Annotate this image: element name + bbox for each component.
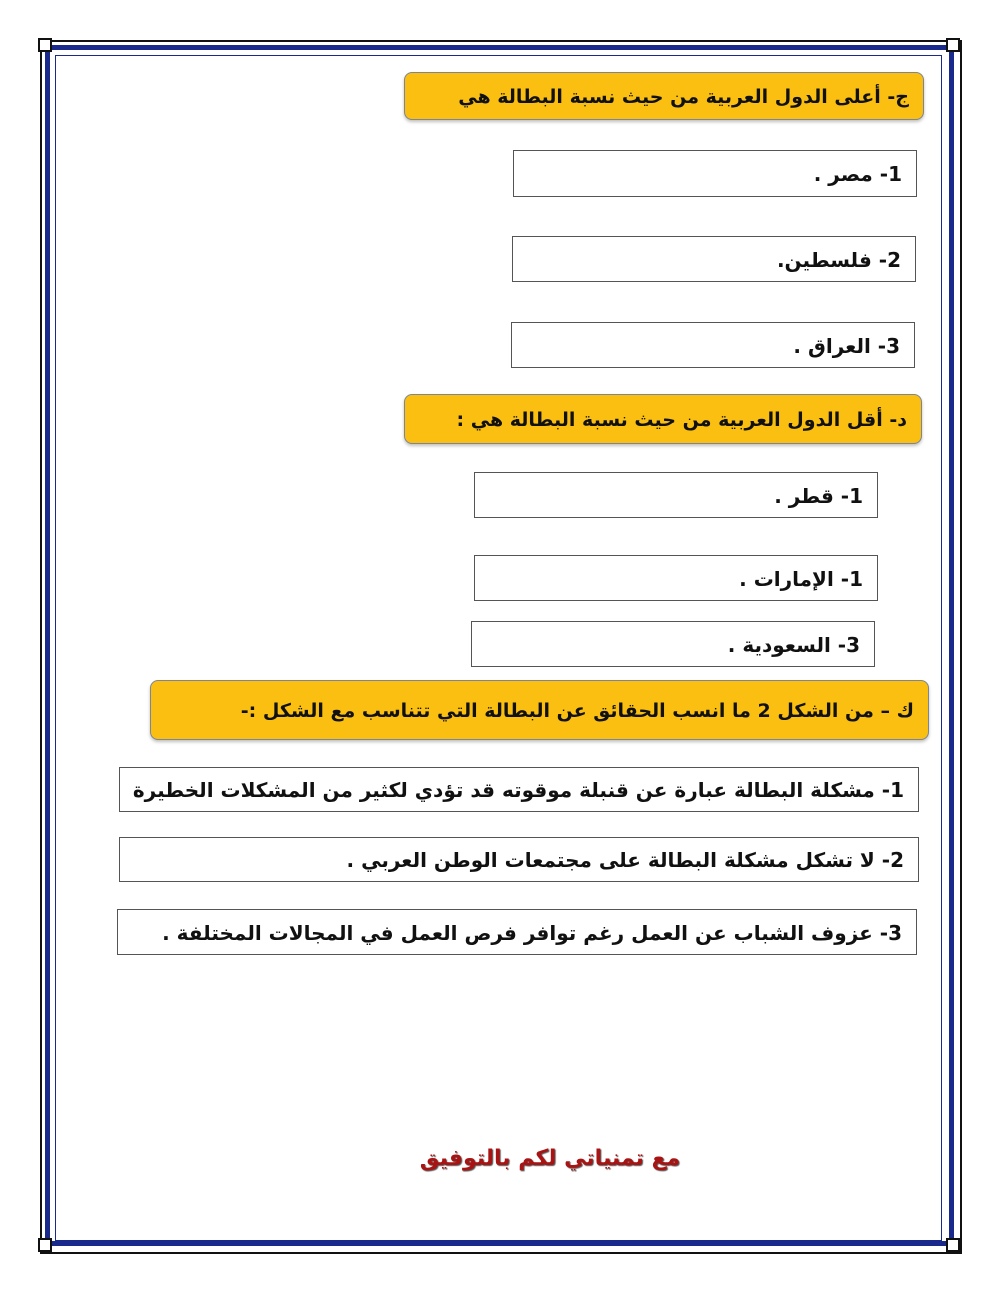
answer-option[interactable]: 2- فلسطين. (512, 236, 916, 282)
closing-message: مع تمنياتي لكم بالتوفيق (419, 1146, 681, 1171)
answer-option[interactable]: 3- العراق . (511, 322, 915, 368)
answer-option[interactable]: 3- السعودية . (471, 621, 875, 667)
answer-option[interactable]: 1- مصر . (513, 150, 917, 197)
question-header-c: ج- أعلى الدول العربية من حيث نسبة البطالة هي (404, 72, 924, 120)
answer-option[interactable]: 1- الإمارات . (474, 555, 878, 601)
question-header-k: ك – من الشكل 2 ما انسب الحقائق عن البطالة التي تتناسب مع الشكل :- (150, 680, 929, 740)
answer-option[interactable]: 2- لا تشكل مشكلة البطالة على مجتمعات الوطن العربي . (119, 837, 919, 882)
border-corner (946, 38, 960, 52)
border-corner (38, 38, 52, 52)
answer-option[interactable]: 3- عزوف الشباب عن العمل رغم توافر فرص العمل في المجالات المختلفة . (117, 909, 917, 955)
answer-option[interactable]: 1- قطر . (474, 472, 878, 518)
question-header-d: د- أقل الدول العربية من حيث نسبة البطالة هي : (404, 394, 922, 444)
answer-option[interactable]: 1- مشكلة البطالة عبارة عن قنبلة موقوته قد تؤدي لكثير من المشكلات الخطيرة (119, 767, 919, 812)
border-corner (38, 1238, 52, 1252)
border-corner (946, 1238, 960, 1252)
